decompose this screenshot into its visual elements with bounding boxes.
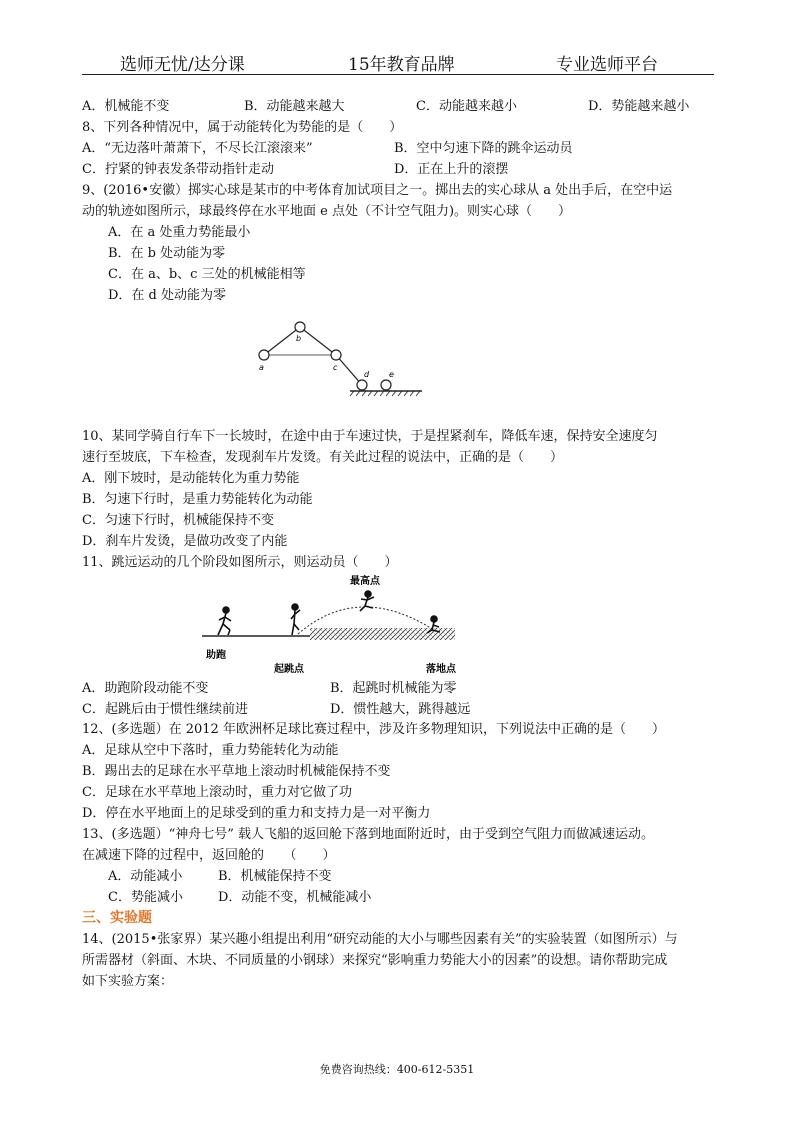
label-d: d [364, 370, 370, 379]
ball-b-icon [295, 322, 305, 332]
label-land: 落地点 [426, 664, 456, 675]
label-c: c [333, 363, 338, 372]
ball-e-icon [381, 380, 391, 390]
q7-option-b: B．动能越来越大 [244, 99, 345, 114]
header-center: 15年教育品牌 [348, 55, 455, 75]
q13-option-a: A．动能减小 [108, 869, 183, 884]
label-e: e [389, 370, 394, 379]
takeoff-jumper-icon [291, 604, 300, 635]
header-left: 选师无忧/达分课 [120, 55, 245, 75]
q14-line-1: 14、(2015•张家界）某兴趣小组提出利用“研究动能的大小与哪些因素有关”的实验装置（如图所示）与 [82, 932, 678, 947]
q7-option-a: A．机械能不变 [82, 99, 170, 114]
ball-c-icon [331, 350, 341, 360]
q13-option-c: C．势能减小 [108, 890, 183, 905]
q12-option-a: A．足球从空中下落时，重力势能转化为动能 [82, 743, 339, 758]
label-run: 助跑 [206, 650, 226, 661]
page-header [0, 50, 794, 74]
q9-option-c: C．在 a、b、c 三处的机械能相等 [108, 267, 306, 282]
q11-option-d: D．惯性越大，跳得越远 [330, 702, 471, 717]
footer-hotline: 免费咨询热线：400-612-5351 [319, 1063, 475, 1076]
q9-option-b: B．在 b 处动能为零 [108, 246, 226, 261]
q9-option-d: D．在 d 处动能为零 [108, 288, 227, 303]
q11-long-jump-figure [198, 572, 473, 678]
ball-a-icon [259, 350, 269, 360]
label-top: 最高点 [350, 576, 380, 587]
label-b: b [296, 334, 302, 343]
header-right: 专业选师平台 [556, 55, 658, 75]
q13-option-d: D．动能不变，机械能减小 [218, 890, 372, 905]
q10-option-d: D．刹车片发烫，是做功改变了内能 [82, 534, 288, 549]
q8-stem: 8、下列各种情况中，属于动能转化为势能的是（ ） [82, 120, 403, 135]
q12-stem: 12、(多选题）在 2012 年欧洲杯足球比赛过程中，涉及许多物理知识，下列说法中正确的是（ ） [82, 722, 665, 737]
q13-stem-2: 在减速下降的过程中，返回舱的 （ ） [82, 848, 336, 863]
q7-option-d: D．势能越来越小 [588, 99, 690, 114]
label-a: a [259, 363, 264, 372]
ball-d-icon [357, 380, 367, 390]
q13-option-b: B．机械能保持不变 [218, 869, 332, 884]
q7-options [82, 98, 722, 116]
q8-option-d: D．正在上升的滚摆 [394, 162, 509, 177]
q11-option-b: B．起跳时机械能为零 [330, 681, 457, 696]
runner-icon [218, 607, 231, 635]
q7-option-c: C．动能越来越小 [416, 99, 517, 114]
q8-option-a: A．“无边落叶萧萧下，不尽长江滚滚来” [82, 141, 313, 156]
q10-stem-2: 速行至坡底，下车检查，发现刹车片发烫。有关此过程的说法中，正确的是（ ） [82, 450, 564, 465]
q11-option-c: C．起跳后由于惯性继续前进 [82, 702, 248, 717]
header-divider [82, 74, 714, 75]
q10-stem-1: 10、某同学骑自行车下一长坡时，在途中由于车速过快，于是捏紧刹车，降低车速，保持安全速度匀 [82, 429, 658, 444]
q9-trajectory-figure [250, 315, 425, 397]
q14-line-2: 所需器材（斜面、木块、不同质量的小钢球）来探究“影响重力势能大小的因素”的设想。请你帮助完成 [82, 953, 668, 968]
q10-option-c: C．匀速下行时，机械能保持不变 [82, 513, 274, 528]
q9-stem-2: 动的轨迹如图所示，球最终停在水平地面 e 点处（不计空气阻力)。则实心球（ ） [82, 204, 572, 219]
section-3-title: 三、实验题 [82, 910, 152, 926]
q8-option-c: C．拧紧的钟表发条带动指针走动 [82, 162, 274, 177]
q10-option-b: B．匀速下行时，是重力势能转化为动能 [82, 492, 313, 507]
top-jumper-icon [360, 591, 374, 611]
q11-stem: 11、跳远运动的几个阶段如图所示，则运动员（ ） [82, 555, 398, 570]
q12-option-d: D．停在水平地面上的足球受到的重力和支持力是一对平衡力 [82, 806, 431, 821]
q8-option-b: B．空中匀速下降的跳伞运动员 [394, 141, 573, 156]
q12-option-c: C．足球在水平草地上滚动时，重力对它做了功 [82, 785, 352, 800]
q9-option-a: A．在 a 处重力势能最小 [108, 225, 251, 240]
q14-line-3: 如下实验方案： [82, 974, 174, 989]
q12-option-b: B．踢出去的足球在水平草地上滚动时机械能保持不变 [82, 764, 391, 779]
q10-option-a: A．刚下坡时，是动能转化为重力势能 [82, 471, 300, 486]
label-takeoff: 起跳点 [274, 664, 304, 675]
q13-stem-1: 13、(多选题）“神舟七号” 载人飞船的返回舱下落到地面附近时，由于受到空气阻力而做减速运动。 [82, 827, 655, 842]
q11-option-a: A．助跑阶段动能不变 [82, 681, 209, 696]
q9-stem-1: 9、(2016•安徽）掷实心球是某市的中考体育加试项目之一。掷出去的实心球从 a 处出手后，在空中运 [82, 183, 673, 198]
